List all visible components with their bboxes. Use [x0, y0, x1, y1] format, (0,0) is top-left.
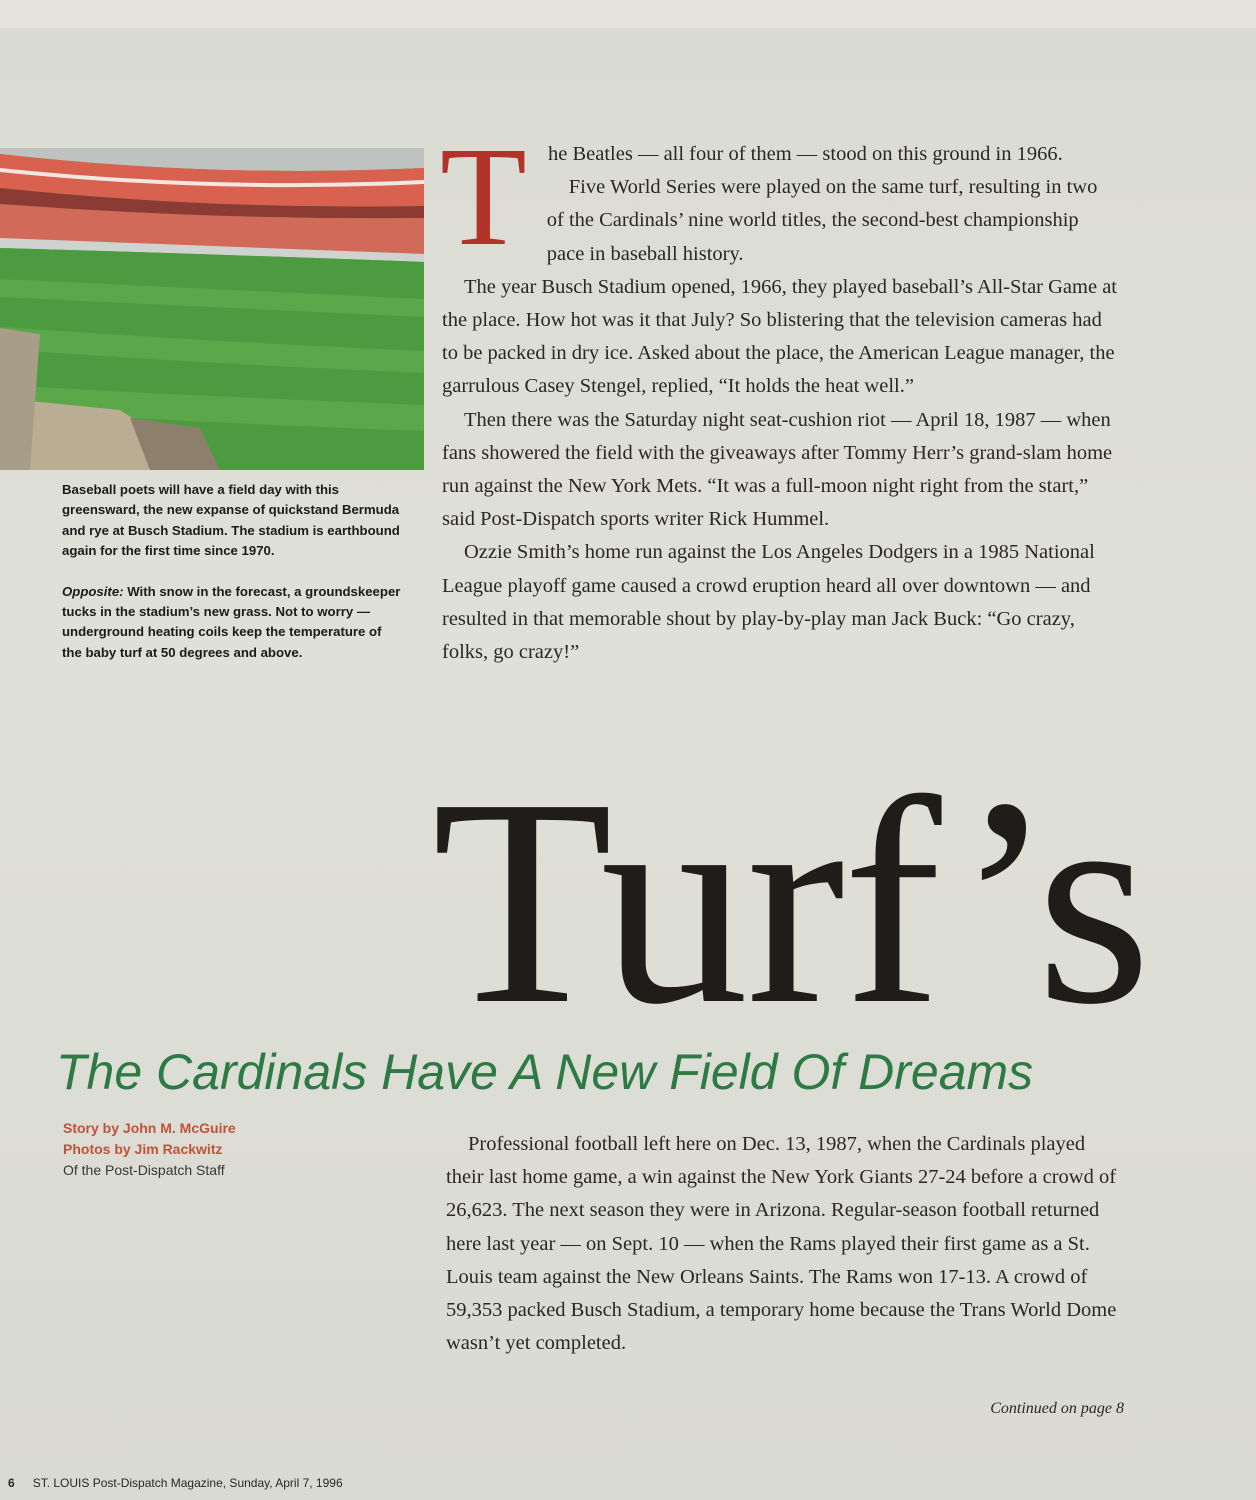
article-paragraph: Ozzie Smith’s home run against the Los Angeles Dodgers in a 1985 National League playoff game caused a crowd eruption heard all over downtown — and resulted in that memorable shout by play-by-play man Jack Buck: “Go crazy, folks, go crazy!”	[442, 541, 1095, 664]
caption-opposite	[62, 582, 402, 664]
article-column-top	[440, 117, 1118, 669]
page-footer	[8, 1476, 608, 1490]
article-paragraph: Professional football left here on Dec. 13, 1987, when the Cardinals played their last home game, a win against the New York Giants 27-24 before a crowd of 26,623. The next season they were in Arizona. Regular-season football returned here last year — on Sept. 10 — when the Rams played their first game as a St. Louis team against the New Orleans Saints. The Rams won 17-13. A crowd of 59,353 packed Busch Stadium, a temporary home because the Trans World Dome wasn’t yet completed.	[446, 1133, 1117, 1355]
headline: Turf’s	[432, 738, 1150, 1066]
article-paragraph: The year Busch Stadium opened, 1966, they played baseball’s All-Star Game at the place. How hot was it that July? So blistering that the television cameras had to be packed in dry ice. Asked about the place, the American League manager, the garrulous Casey Stengel, replied, “It holds the heat well.”	[442, 275, 1117, 398]
intro-text: he Beatles — all four of them — stood on this ground in 1966.	[548, 143, 1063, 165]
caption-opposite-text: With snow in the forecast, a groundskeeper tucks in the stadium’s new grass. Not to worry — underground heating coils keep the temperature of the baby turf at 50 degrees and above.	[62, 583, 401, 660]
byline	[63, 1118, 363, 1181]
subheadline: The Cardinals Have A New Field Of Dreams	[56, 1044, 1034, 1100]
caption-main: Baseball poets will have a field day with this greensward, the new expanse of quickstand Bermuda and rye at Busch Stadium. The stadium is earthbound again for the first time since 1970.	[62, 482, 400, 559]
stadium-photo	[0, 148, 424, 470]
caption-opposite-lead: Opposite:	[62, 583, 124, 599]
top-margin	[0, 0, 1256, 28]
article-paragraph: Then there was the Saturday night seat-cushion riot — April 18, 1987 — when fans showered the field with the giveaways after Tommy Herr’s grand-slam home run against the New York Mets. “It was a full-moon night right from the start,” said Post-Dispatch sports writer Rick Hummel.	[442, 408, 1113, 531]
photo-credit: Photos by Jim Rackwitz	[63, 1141, 223, 1157]
article-column-bottom	[446, 1128, 1122, 1360]
continued-note: Continued on page 8	[990, 1400, 1124, 1417]
drop-cap: T	[440, 117, 527, 275]
page-number: 6	[8, 1476, 15, 1490]
staff-credit: Of the Post-Dispatch Staff	[63, 1162, 225, 1178]
photo-caption	[62, 480, 402, 683]
story-credit: Story by John M. McGuire	[63, 1120, 236, 1136]
article-paragraph: Five World Series were played on the same turf, resulting in two of the Cardinals’ nine world titles, the second-best championship pace in baseball history.	[546, 176, 1098, 265]
publication-line: ST. LOUIS Post-Dispatch Magazine, Sunday, April 7, 1996	[32, 1476, 343, 1490]
